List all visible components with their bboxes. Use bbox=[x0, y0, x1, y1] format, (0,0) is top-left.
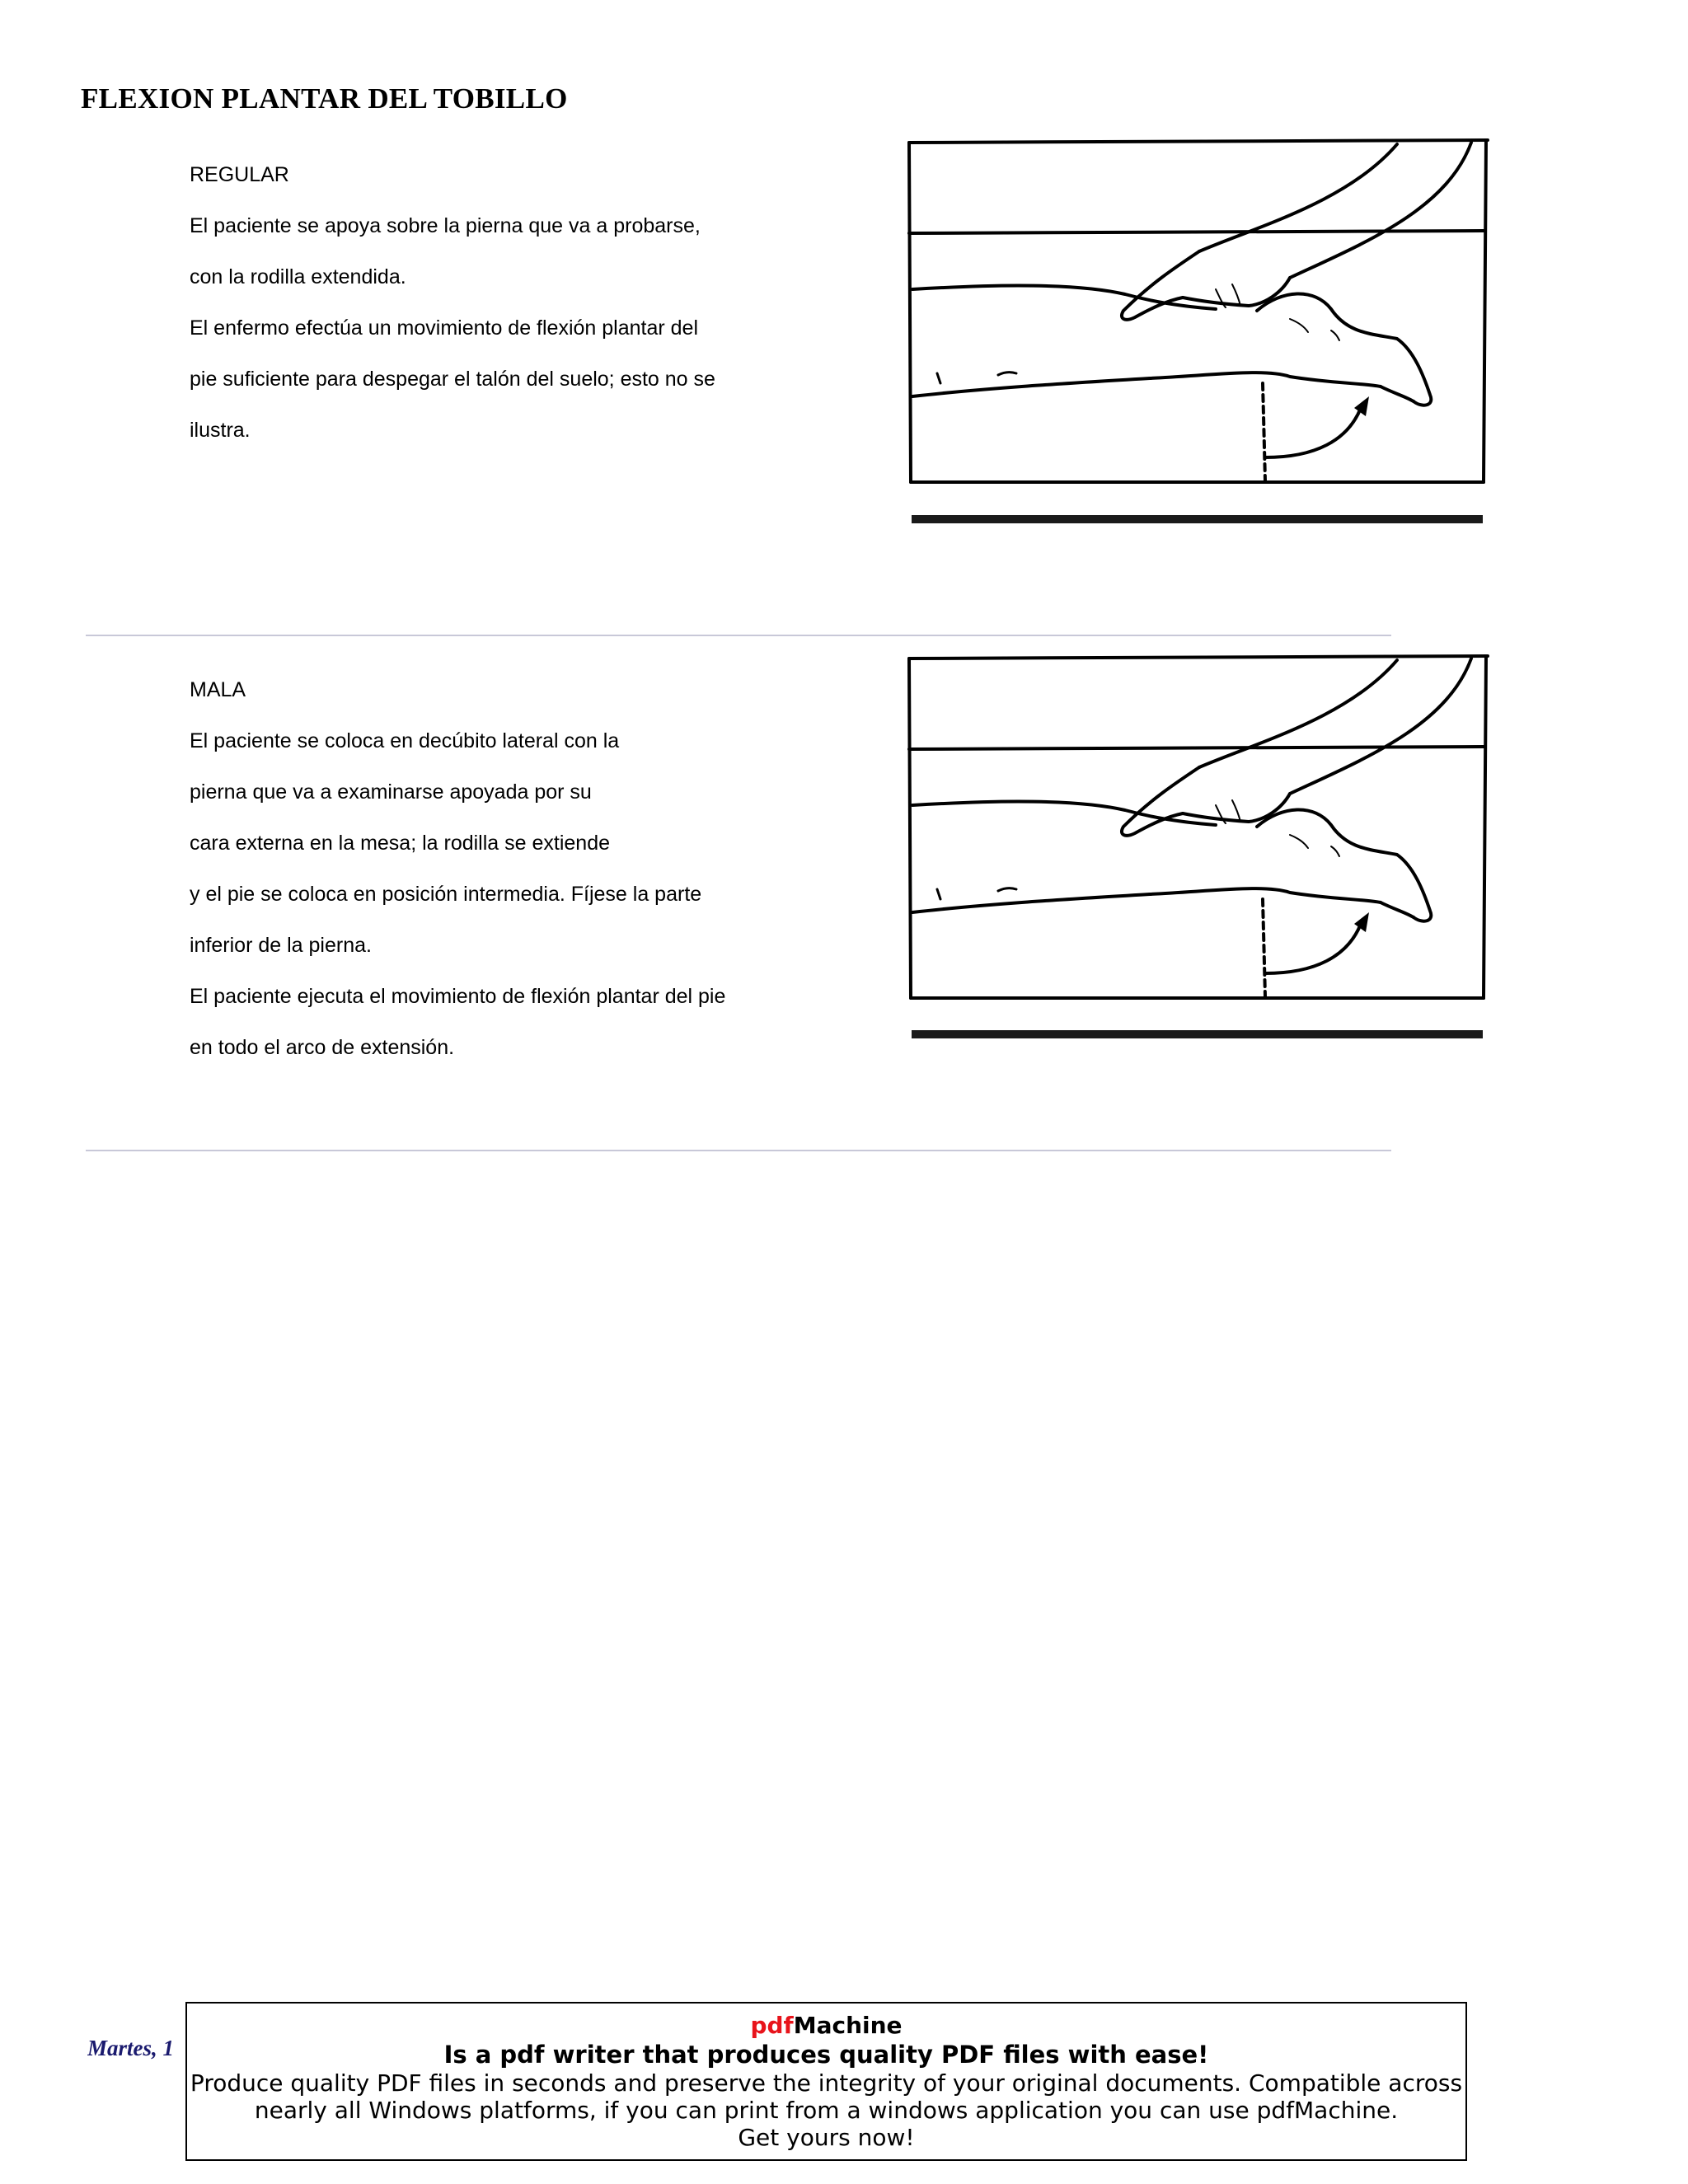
ad-brand-suffix: Machine bbox=[793, 2012, 903, 2039]
ankle-flexion-illustration-regular bbox=[903, 136, 1493, 490]
ad-body-line: Produce quality PDF files in seconds and preserve the integrity of your original documents. Compatible across bbox=[190, 2069, 1463, 2097]
ad-body-line: Get yours now! bbox=[738, 2124, 915, 2151]
text-line: con la rodilla extendida. bbox=[190, 265, 406, 288]
section-divider bbox=[86, 1150, 1391, 1151]
text-line: y el pie se coloca en posición intermedia. Fíjese la parte bbox=[190, 883, 702, 906]
text-line: inferior de la pierna. bbox=[190, 934, 372, 957]
footer-date: Martes, 1 bbox=[87, 2036, 175, 2060]
section-heading: MALA bbox=[190, 678, 246, 701]
section-mala-text bbox=[190, 652, 725, 1086]
pdfmachine-ad-banner bbox=[185, 2002, 1467, 2161]
ad-tagline: Is a pdf writer that produces quality PDF files with ease! bbox=[443, 2041, 1209, 2069]
text-line: El paciente se apoya sobre la pierna que va a probarse, bbox=[190, 214, 701, 237]
text-line: cara externa en la mesa; la rodilla se extiende bbox=[190, 832, 611, 855]
text-line: El paciente ejecuta el movimiento de flexión plantar del pie bbox=[190, 985, 726, 1008]
text-line: ilustra. bbox=[190, 419, 251, 442]
ad-body-line: nearly all Windows platforms, if you can print from a windows application you can use pdfMachine. bbox=[254, 2097, 1399, 2124]
text-line: El paciente se coloca en decúbito lateral con la bbox=[190, 729, 620, 752]
figure-underline bbox=[912, 1030, 1483, 1038]
figure-underline bbox=[912, 515, 1483, 523]
ad-brand-prefix: pdf bbox=[750, 2012, 794, 2039]
text-line: pierna que va a examinarse apoyada por su bbox=[190, 780, 592, 804]
section-regular-text bbox=[190, 137, 715, 469]
section-heading: REGULAR bbox=[190, 163, 289, 186]
text-line: El enfermo efectúa un movimiento de flexión plantar del bbox=[190, 316, 699, 340]
text-line: pie suficiente para despegar el talón del suelo; esto no se bbox=[190, 368, 715, 391]
page-title: FLEXION PLANTAR DEL TOBILLO bbox=[81, 82, 568, 115]
text-line: en todo el arco de extensión. bbox=[190, 1036, 455, 1059]
ankle-flexion-illustration-mala bbox=[903, 652, 1493, 1006]
section-divider bbox=[86, 635, 1391, 636]
ad-brand bbox=[187, 2012, 1465, 2040]
